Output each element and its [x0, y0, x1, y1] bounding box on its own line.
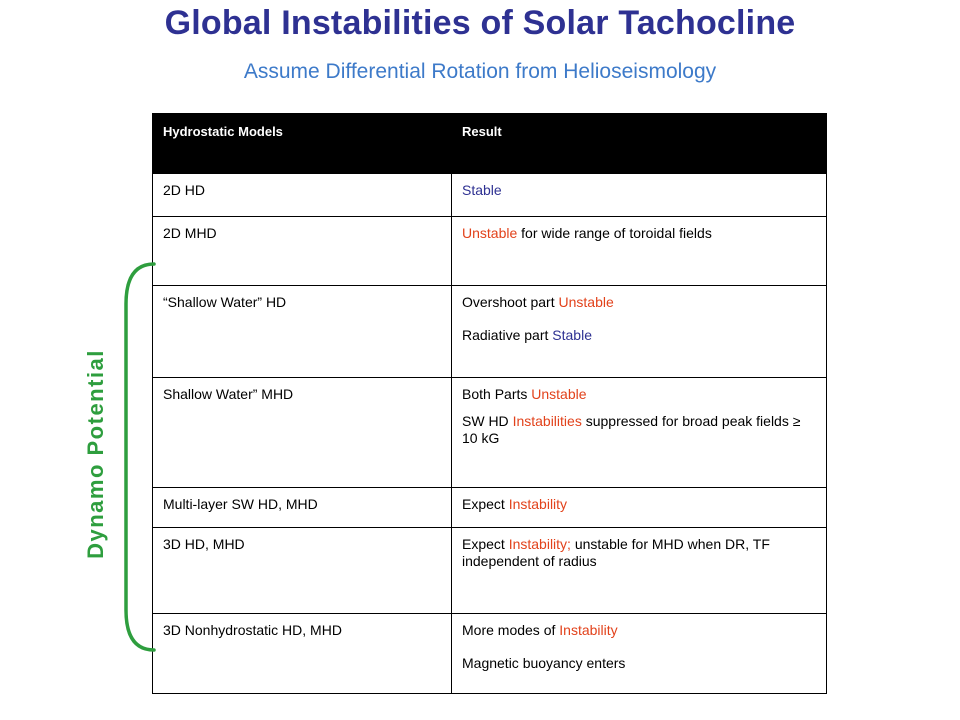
unstable-text: Instability	[508, 496, 568, 512]
unstable-text: Unstable	[558, 294, 614, 310]
bracket-curve	[126, 264, 154, 650]
result-line	[462, 622, 816, 639]
header-models: Hydrostatic Models	[153, 114, 452, 174]
table-header-row	[153, 114, 827, 174]
result-cell	[452, 488, 827, 528]
instability-table	[152, 113, 827, 694]
result-line	[462, 182, 816, 199]
result-text: for wide range of toroidal fields	[517, 225, 712, 241]
result-line	[462, 655, 816, 672]
table-row	[153, 488, 827, 528]
unstable-text: Unstable	[531, 386, 587, 402]
table-row	[153, 614, 827, 694]
dynamo-bracket	[112, 262, 158, 654]
result-text: Overshoot part	[462, 294, 559, 310]
result-cell	[452, 378, 827, 488]
result-text: Expect	[462, 496, 509, 512]
page-title: Global Instabilities of Solar Tachocline	[164, 4, 796, 42]
model-name: 3D HD, MHD	[163, 536, 245, 552]
model-name: 3D Nonhydrostatic HD, MHD	[163, 622, 342, 638]
result-line	[462, 294, 816, 311]
stable-text: Stable	[552, 327, 592, 343]
result-cell	[452, 286, 827, 378]
table-row	[153, 217, 827, 286]
result-line	[462, 225, 816, 242]
table-row	[153, 286, 827, 378]
result-text: Radiative part	[462, 327, 553, 343]
table-row	[153, 174, 827, 217]
unstable-text: Instability	[559, 622, 618, 638]
model-name: 2D MHD	[163, 225, 217, 241]
result-cell	[452, 217, 827, 286]
model-cell	[153, 286, 452, 378]
model-cell	[153, 378, 452, 488]
result-text: SW HD	[462, 413, 513, 429]
result-text: suppressed for broad peak fields ≥ 10 kG	[462, 413, 801, 446]
result-cell	[452, 174, 827, 217]
result-line	[462, 386, 816, 403]
result-line	[462, 536, 816, 570]
model-cell	[153, 217, 452, 286]
page-subtitle: Assume Differential Rotation from Helioseismology	[243, 60, 717, 83]
model-name: 2D HD	[163, 182, 206, 198]
model-cell	[153, 488, 452, 528]
result-text: Expect	[462, 536, 509, 552]
model-name: “Shallow Water” HD	[163, 294, 287, 310]
result-cell	[452, 528, 827, 614]
table-row	[153, 378, 827, 488]
result-text: unstable for MHD when DR, TF independent of radius	[462, 536, 770, 569]
model-name: Multi-layer SW HD, MHD	[163, 496, 318, 512]
table-row	[153, 528, 827, 614]
model-cell	[153, 174, 452, 217]
model-cell	[153, 528, 452, 614]
result-cell	[452, 614, 827, 694]
result-text: More modes of	[462, 622, 560, 638]
header-result: Result	[452, 114, 827, 174]
dynamo-potential-label: Dynamo Potential	[83, 349, 108, 559]
result-text: Magnetic buoyancy enters	[462, 655, 626, 671]
result-line	[462, 496, 816, 513]
model-cell	[153, 614, 452, 694]
stable-text: Stable	[462, 182, 502, 198]
unstable-text: Unstable	[462, 225, 518, 241]
result-text: Both Parts	[462, 386, 532, 402]
unstable-text: Instability;	[508, 536, 571, 552]
unstable-text: Instabilities	[512, 413, 582, 429]
result-line	[462, 413, 816, 447]
result-line	[462, 327, 816, 344]
model-name: Shallow Water” MHD	[163, 386, 294, 402]
table-body	[153, 174, 827, 694]
